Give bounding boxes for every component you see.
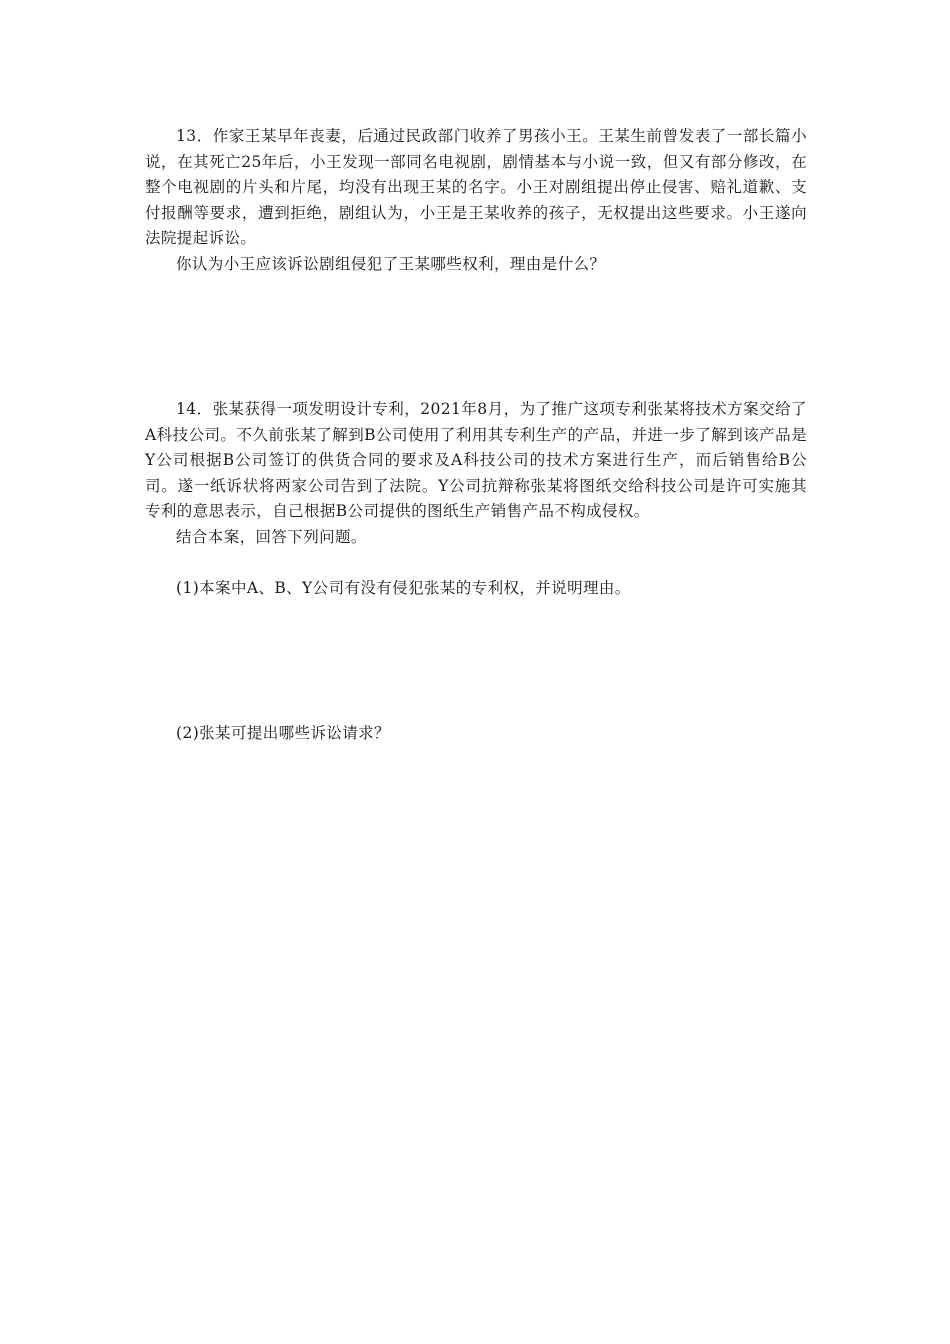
question-14-sub-2-text: (2)张某可提出哪些诉讼请求？ (176, 724, 390, 742)
question-14-prompt: 结合本案，回答下列问题。 (176, 527, 367, 546)
question-13-body (145, 124, 807, 252)
question-14 (145, 397, 807, 551)
question-14-sub-2 (145, 721, 807, 747)
question-13 (145, 124, 807, 278)
question-13-number: 13． (176, 127, 213, 145)
question-14-number: 14． (176, 400, 213, 418)
question-14-sub-1-text: (1)本案中A、B、Y公司有没有侵犯张某的专利权，并说明理由。 (176, 579, 631, 597)
question-13-prompt: 你认为小王应该诉讼剧组侵犯了王某哪些权利，理由是什么？ (176, 254, 606, 273)
question-13-text: 作家王某早年丧妻，后通过民政部门收养了男孩小王。王某生前曾发表了一部长篇小说，在其死亡25年后，小王发现一部同名电视剧，剧情基本与小说一致，但又有部分修改，在整个电视剧的片头和片尾，均没有出现王某的名字。小王对剧组提出停止侵害、赔礼道歉、支付报酬等要求，遭到拒绝，剧组认为，小王是王某收养的孩子，无权提出这些要求。小王遂向法院提起诉讼。 (145, 127, 807, 248)
question-14-sub-1 (145, 576, 807, 602)
question-14-text: 张某获得一项发明设计专利，2021年8月，为了推广这项专利张某将技术方案交给了A科技公司。不久前张某了解到B公司使用了利用其专利生产的产品，并进一步了解到该产品是Y公司根据B公司签订的供货合同的要求及A科技公司的技术方案进行生产，而后销售给B公司。遂一纸诉状将两家公司告到了法院。Y公司抗辩称张某将图纸交给科技公司是许可实施其专利的意思表示，自己根据B公司提供的图纸生产销售产品不构成侵权。 (145, 400, 807, 521)
question-14-body (145, 397, 807, 525)
